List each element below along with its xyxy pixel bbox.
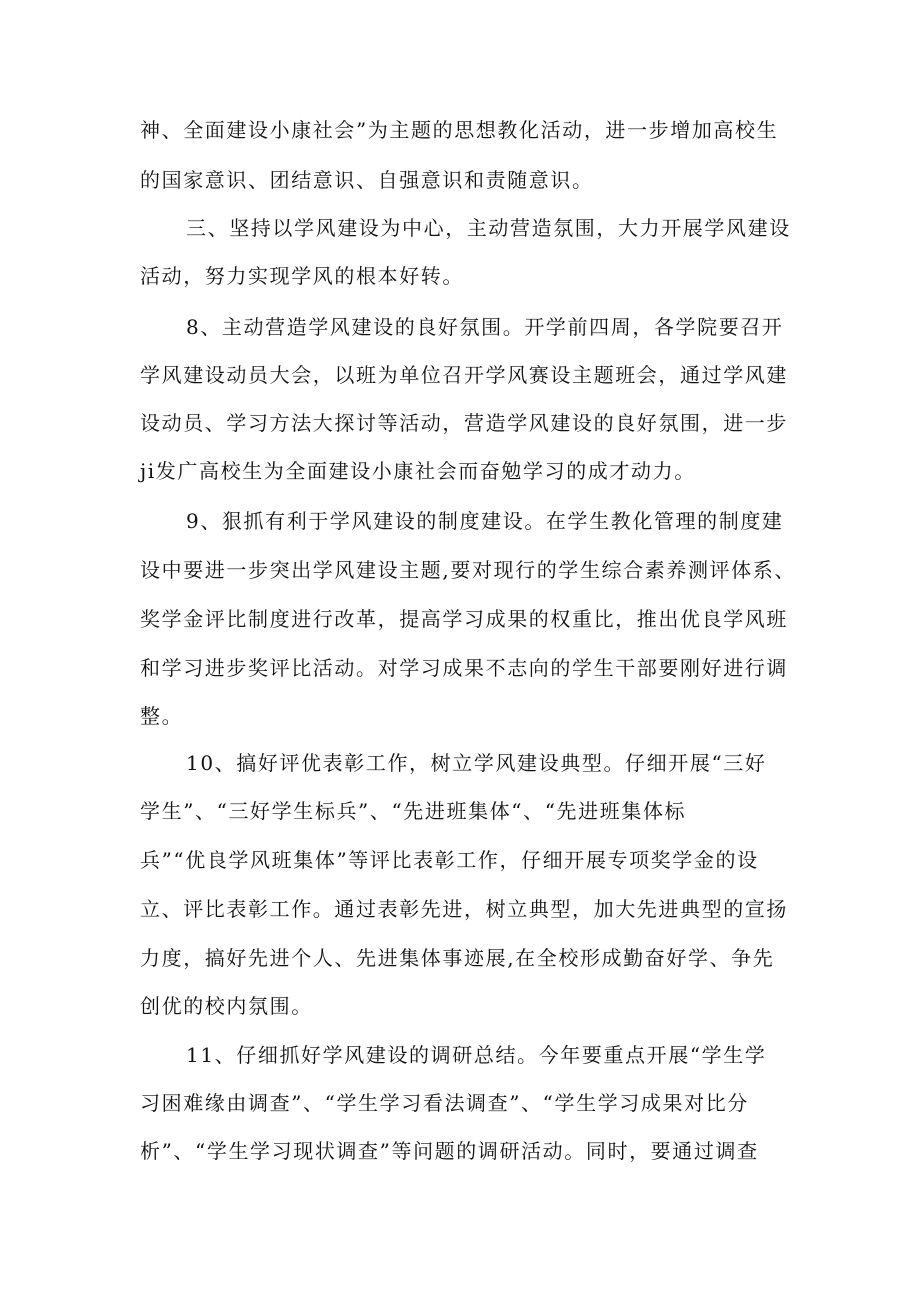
text-line: 创优的校内氛围。: [140, 994, 313, 1018]
text-line: ji发广高校生为全面建设小康社会而奋勉学习的成才动力。: [140, 459, 696, 483]
text-line: 的国家意识、团结意识、自强意识和责随意识。: [140, 168, 594, 192]
text-line: 11、仔细抓好学风建设的调研总结。今年要重点开展“学生学: [186, 1043, 767, 1067]
text-line: 力度，搞好先进个人、先进集体事迹展,在全校形成勤奋好学、争先: [140, 946, 775, 970]
text-line: 整。: [140, 704, 184, 728]
text-line: 9、狠抓有利于学风建设的制度建设。在学生教化管理的制度建: [186, 509, 784, 533]
text-line: 立、评比表彰工作。通过表彰先进，树立典型，加大先进典型的宣扬: [140, 897, 788, 921]
text-line: 10、搞好评优表彰工作，树立学风建设典型。仔细开展“三好: [186, 751, 767, 775]
text-line: 活动，努力实现学风的根本好转。: [140, 264, 464, 288]
text-line: 神、全面建设小康社会”为主题的思想教化活动，进一步增加高校生: [140, 118, 779, 142]
text-line: 8、主动营造学风建设的良好氛围。开学前四周，各学院要召开: [186, 315, 784, 339]
text-line: 学风建设动员大会，以班为单位召开学风赛设主题班会，通过学风建: [140, 363, 788, 387]
text-line: 析”、“学生学习现状调查”等问题的调研活动。同时，要通过调查: [140, 1139, 759, 1163]
text-line: 习困难缘由调查”、“学生学习看法调查”、“学生学习成果对比分: [140, 1091, 749, 1115]
text-line: 三、坚持以学风建设为中心，主动营造氛围，大力开展学风建设: [186, 216, 791, 240]
text-line: 奖学金评比制度进行改革，提高学习成果的权重比，推出优良学风班: [140, 607, 788, 631]
text-line: 兵”“优良学风班集体”等评比表彰工作，仔细开展专项奖学金的设: [140, 848, 759, 872]
text-line: 设动员、学习方法大探讨等活动，营造学风建设的良好氛围，进一步: [140, 411, 788, 435]
text-line: 学生”、“三好学生标兵”、“先进班集体“、“先进班集体标: [140, 799, 687, 823]
text-line: 和学习进步奖评比活动。对学习成果不志向的学生干部要刚好进行调: [140, 656, 788, 680]
text-line: 设中要进一步突出学风建设主题,要对现行的学生综合素养测评体系、: [140, 558, 796, 582]
